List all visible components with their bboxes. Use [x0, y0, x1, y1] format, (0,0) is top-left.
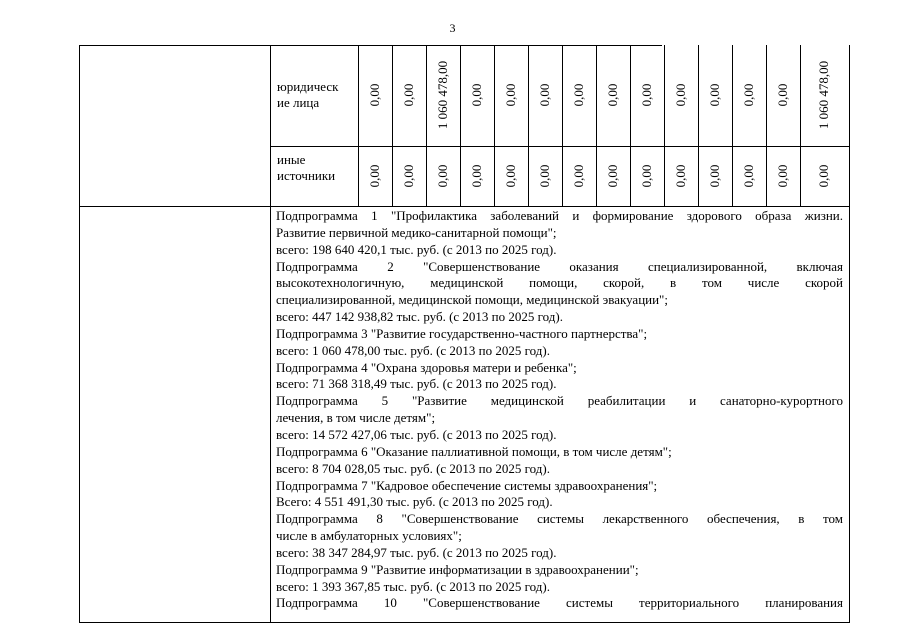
description-line: всего: 1 060 478,00 тыс. руб. (с 2013 по 2025 год).	[276, 342, 550, 358]
description-line: Подпрограмма 8 "Совершенствование системы лекарственного обеспечения, в том	[276, 511, 843, 527]
description-line: Подпрограмма 6 "Оказание паллиативной помощи, в том числе детям";	[276, 443, 672, 459]
description-line: числе в амбулаторных условиях";	[276, 528, 462, 544]
table-cell-value: 0,00	[673, 83, 688, 107]
subprogram-description	[276, 208, 843, 612]
description-line: всего: 198 640 420,1 тыс. руб. (с 2013 по 2025 год).	[276, 241, 557, 257]
table-cell-value: 0,00	[741, 164, 756, 188]
table-border-right	[849, 45, 850, 622]
column-divider	[562, 45, 563, 207]
description-line: всего: 8 704 028,05 тыс. руб. (с 2013 по 2025 год).	[276, 460, 550, 476]
table-border-bottom	[79, 622, 850, 623]
table-cell-value: 0,00	[537, 164, 552, 188]
column-divider	[392, 45, 393, 207]
table-cell-value: 0,00	[469, 83, 484, 107]
description-line: Развитие первичной медико-санитарной помощи";	[276, 224, 557, 240]
description-line: Всего: 4 551 491,30 тыс. руб. (с 2013 по 2025 год).	[276, 494, 553, 510]
column-divider	[698, 45, 699, 207]
description-line: Подпрограмма 7 "Кадровое обеспечение системы здравоохранения";	[276, 477, 658, 493]
column-divider	[664, 45, 665, 207]
description-line: всего: 447 142 938,82 тыс. руб. (с 2013 по 2025 год).	[276, 309, 563, 325]
table-cell-value: 0,00	[639, 83, 654, 107]
table-border-left	[79, 45, 80, 622]
row-label-legal-entities	[277, 79, 357, 111]
table-cell-value: 0,00	[503, 164, 518, 188]
column-divider	[596, 45, 597, 207]
column-divider	[494, 45, 495, 207]
row-label-other-sources	[277, 152, 357, 184]
column-divider	[800, 45, 801, 207]
table-cell-value: 0,00	[503, 83, 518, 107]
table-cell-value: 0,00	[775, 83, 790, 107]
table-cell-value: 1 060 478,00	[816, 60, 831, 130]
table-cell-value: 0,00	[707, 164, 722, 188]
table-cell-value: 0,00	[673, 164, 688, 188]
description-line: Подпрограмма 4 "Охрана здоровья матери и ребенка";	[276, 359, 577, 375]
description-line: всего: 38 347 284,97 тыс. руб. (с 2013 по 2025 год).	[276, 544, 557, 560]
table-cell-value: 0,00	[707, 83, 722, 107]
column-divider	[358, 45, 359, 207]
column-divider	[766, 45, 767, 207]
description-line: Подпрограмма 3 "Развитие государственно-частного партнерства";	[276, 325, 648, 341]
description-line: Подпрограмма 10 "Совершенствование системы территориального планирования	[276, 595, 843, 611]
description-line: лечения, в том числе детям";	[276, 410, 436, 426]
table-cell-value: 0,00	[605, 164, 620, 188]
description-line: всего: 1 393 367,85 тыс. руб. (с 2013 по 2025 год).	[276, 578, 550, 594]
column-divider	[460, 45, 461, 207]
row-divider	[79, 206, 850, 207]
description-line: всего: 71 368 318,49 тыс. руб. (с 2013 по 2025 год).	[276, 376, 557, 392]
description-line: специализированной, медицинской помощи, медицинской эвакуации";	[276, 292, 668, 308]
column-divider	[630, 45, 631, 207]
table-cell-value: 0,00	[401, 164, 416, 188]
table-border-top	[79, 45, 662, 46]
table-cell-value: 0,00	[367, 83, 382, 107]
column-divider	[270, 45, 271, 622]
row-label-line: иные	[277, 152, 306, 167]
column-divider	[732, 45, 733, 207]
table-cell-value: 0,00	[367, 164, 382, 188]
table-cell-value: 0,00	[775, 164, 790, 188]
table-cell-value: 0,00	[571, 164, 586, 188]
table-cell-value: 0,00	[435, 164, 450, 188]
description-line: Подпрограмма 5 "Развитие медицинской реабилитации и санаторно-курортного	[276, 393, 843, 409]
table-cell-value: 1 060 478,00	[435, 60, 450, 130]
description-line: всего: 14 572 427,06 тыс. руб. (с 2013 по 2025 год).	[276, 426, 557, 442]
description-line: Подпрограмма 1 "Профилактика заболеваний и формирование здорового образа жизни.	[276, 208, 843, 223]
description-line: Подпрограмма 9 "Развитие информатизации в здравоохранении";	[276, 561, 639, 577]
table-cell-value: 0,00	[571, 83, 586, 107]
description-line: Подпрограмма 2 "Совершенствование оказания специализированной, включая	[276, 258, 843, 274]
column-divider	[528, 45, 529, 207]
row-divider	[270, 146, 849, 147]
table-cell-value: 0,00	[816, 164, 831, 188]
row-label-line: ие лица	[277, 95, 320, 110]
table-cell-value: 0,00	[741, 83, 756, 107]
row-label-line: источники	[277, 168, 336, 183]
table-cell-value: 0,00	[469, 164, 484, 188]
table-cell-value: 0,00	[401, 83, 416, 107]
table-cell-value: 0,00	[605, 83, 620, 107]
row-label-line: юридическ	[277, 79, 339, 94]
table-cell-value: 0,00	[639, 164, 654, 188]
page-number: 3	[449, 21, 456, 35]
column-divider	[426, 45, 427, 207]
table-cell-value: 0,00	[537, 83, 552, 107]
description-line: высокотехнологичную, медицинской помощи, скорой, в том числе скорой	[276, 275, 843, 291]
